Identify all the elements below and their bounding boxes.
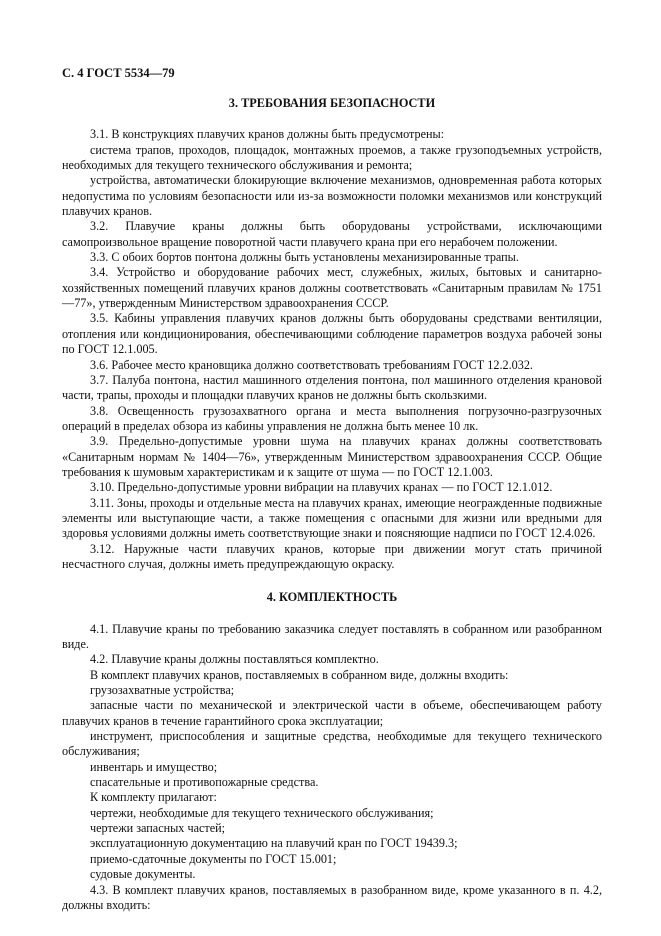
section-4-title: 4. КОМПЛЕКТНОСТЬ	[266, 590, 398, 605]
paragraph-3-1-b: устройства, автоматически блокирующие включение механизмов, одновременная работа которых недопустима по условиям безопасности или из-за возможности поломки механизмов или конструкций плавучих кранов.	[62, 173, 602, 219]
document-body	[62, 94, 602, 913]
paragraph-3-1: 3.1. В конструкциях плавучих кранов должны быть предусмотрены:	[90, 127, 445, 142]
list-item-4-2-h: эксплуатационную документацию на плавучий кран по ГОСТ 19439.3;	[90, 836, 458, 851]
paragraph-4-2-attach: К комплекту прилагают:	[90, 790, 217, 805]
paragraph-3-7: 3.7. Палуба понтона, настил машинного отделения понтона, пол машинного отделения крановой части, трапы, проходы и площадки плавучих кранов не должны быть скользкими.	[62, 372, 602, 403]
paragraph-3-11: 3.11. Зоны, проходы и отдельные места на плавучих кранах, имеющие неогражденные подвижные элементы или выступающие части, а также помещения с опасными для жизни или вредными для здоровья условиями должны иметь соответствующие знаки и поясняющие надписи по ГОСТ 12.4.026.	[62, 495, 602, 541]
list-item-4-2-a: грузозахватные устройства;	[90, 683, 235, 698]
paragraph-3-3: 3.3. С обоих бортов понтона должны быть установлены механизированные трапы.	[90, 250, 519, 265]
paragraph-3-1-a: система трапов, проходов, площадок, монтажных проемов, а также грузоподъемных устройств, необходимых для текущего технического обслуживания и ремонта;	[62, 142, 602, 173]
paragraph-3-9: 3.9. Предельно-допустимые уровни шума на плавучих кранах должны соответствовать «Санитарным нормам № 1404—76», утвержденным Министерством здравоохранения СССР. Общие требования к шумовым характеристикам и к защите от шума — по ГОСТ 12.1.003.	[62, 434, 602, 479]
paragraph-3-12: 3.12. Наружные части плавучих кранов, которые при движении могут стать причиной несчастного случая, должны иметь предупреждающую окраску.	[62, 541, 602, 571]
paragraph-4-3: 4.3. В комплект плавучих кранов, поставляемых в разобранном виде, кроме указанного в п. 4.2, должны входить:	[62, 882, 602, 912]
section-3-title: 3. ТРЕБОВАНИЯ БЕЗОПАСНОСТИ	[228, 96, 436, 110]
list-item-4-2-j: судовые документы.	[90, 867, 196, 882]
paragraph-3-10: 3.10. Предельно-допустимые уровни вибрации на плавучих кранах — по ГОСТ 12.1.012.	[90, 480, 553, 495]
list-item-4-2-d: инвентарь и имущество;	[90, 759, 218, 774]
list-item-4-2-e: спасательные и противопожарные средства.	[90, 775, 319, 790]
page-header: С. 4 ГОСТ 5534—79	[62, 66, 175, 80]
paragraph-4-2: 4.2. Плавучие краны должны поставляться комплектно.	[90, 652, 379, 667]
paragraph-3-6: 3.6. Рабочее место крановщика должно соответствовать требованиям ГОСТ 12.2.032.	[90, 357, 533, 372]
paragraph-3-2: 3.2. Плавучие краны должны быть оборудованы устройствами, исключающими самопроизвольное вращение поворотной части плавучего крана при его нерабочем положении.	[62, 219, 602, 249]
paragraph-4-1: 4.1. Плавучие краны по требованию заказчика следует поставлять в собранном или разобранном виде.	[62, 621, 602, 651]
list-item-4-2-b: запасные части по механической и электрической части в объеме, обеспечивающем работу плавучих кранов в течение гарантийного срока эксплуатации;	[62, 698, 602, 728]
list-item-4-2-i: приемо-сдаточные документы по ГОСТ 15.001;	[90, 851, 337, 866]
list-item-4-2-c: инструмент, приспособления и защитные средства, необходимые для текущего технического обслуживания;	[62, 729, 602, 759]
paragraph-4-2-intro: В комплект плавучих кранов, поставляемых в собранном виде, должны входить:	[90, 667, 509, 682]
paragraph-3-4: 3.4. Устройство и оборудование рабочих мест, служебных, жилых, бытовых и санитарно-хозяйственных помещений плавучих кранов должны соответствовать «Санитарным правилам № 1751—77», утвержденным Министерством здравоохранения СССР.	[62, 265, 602, 311]
paragraph-3-8: 3.8. Освещенность грузозахватного органа и места выполнения погрузочно-разгрузочных операций в пределах обзора из кабины управления не должна быть менее 10 лк.	[62, 403, 602, 433]
list-item-4-2-g: чертежи запасных частей;	[90, 821, 226, 836]
paragraph-3-5: 3.5. Кабины управления плавучих кранов должны быть оборудованы средствами вентиляции, отопления или кондиционирования, обеспечивающими соблюдение параметров воздуха рабочей зоны по ГОСТ 12.1.005.	[62, 311, 602, 357]
list-item-4-2-f: чертежи, необходимые для текущего технического обслуживания;	[90, 805, 434, 820]
